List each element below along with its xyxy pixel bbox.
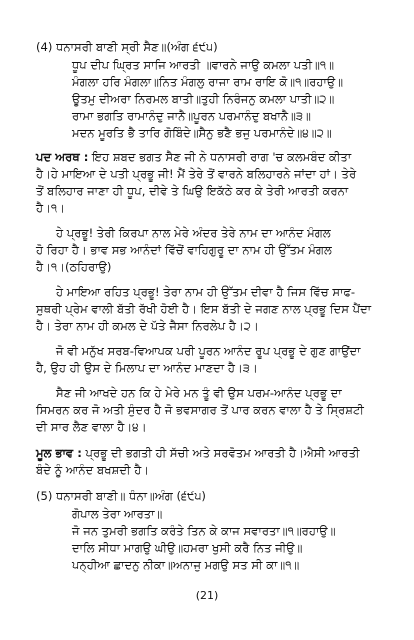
meaning-text: ਇਹ ਸ਼ਬਦ ਭਗਤ ਸੈਣ ਜੀ ਨੇ ਧਨਾਸਰੀ ਰਾਗ 'ਚ ਕਲਮਬੰਦ ਕੀਤਾ (88, 150, 352, 164)
paragraph-line: ਹੇ ਮਾਇਆ ਰਹਿਤ ਪ੍ਰਭੂ! ਤੇਰਾ ਨਾਮ ਹੀ ਉੱਤਮ ਦੀਵਾ ਹੈ ਜਿਸ ਵਿੱਚ ਸਾਫ- (56, 285, 356, 299)
essence-label: ਮੂਲ ਭਾਵ : (36, 446, 82, 460)
meaning-line: ਤੋਂ ਬਲਿਹਾਰ ਜਾਣਾ ਹੀ ਧੂਪ, ਦੀਵੇ ਤੇ ਘਿਉ ਇਕੱਠੇ ਕਰ ਕੇ ਤੇਰੀ ਆਰਤੀ ਕਰਨਾ (36, 184, 349, 198)
paragraph-line: ਦੀ ਸਾਰ ਲੈਣ ਵਾਲਾ ਹੈ।੪। (36, 420, 147, 434)
section-heading: (4) ਧਨਾਸਰੀ ਬਾਣੀ ਸ੍ਰੀ ਸੈਣ॥(ਅੰਗ ੬੯੫) (36, 40, 218, 54)
section-heading: (5) ਧਨਾਸਰੀ ਬਾਣੀ॥ ਧੰਨਾ॥ਅੰਗ (੬੯੫) (36, 489, 206, 503)
paragraph-line: ਹੈ। ਤੇਰਾ ਨਾਮ ਹੀ ਕਮਲ ਦੇ ਪੱਤੇ ਜੈਸਾ ਨਿਰਲੇਪ ਹੈ।੨। (36, 319, 259, 333)
verse-line: ਗੋਪਾਲ ਤੇਰਾ ਆਰਤਾ॥ (72, 507, 163, 521)
verse-line: ਜੋ ਜਨ ਤੁਮਰੀ ਭਗਤਿ ਕਰੰਤੇ ਤਿਨ ਕੇ ਕਾਜ ਸਵਾਰਤਾ॥੧॥ਰਹਾਉ॥ (72, 524, 336, 538)
meaning-line: ਹੈ।ਹੇ ਮਾਇਆ ਦੇ ਪਤੀ ਪ੍ਰਭੂ ਜੀ! ਮੈਂ ਤੇਰੇ ਤੋਂ ਵਾਰਨੇ ਬਲਿਹਾਰਨੇ ਜਾਂਦਾ ਹਾਂ। ਤੇਰੇ (36, 167, 357, 181)
paragraph-line: ਸੁਥਰੀ ਪ੍ਰੇਮ ਵਾਲੀ ਬੱਤੀ ਰੱਖੀ ਹੋਈ ਹੈ। ਇਸ ਬੱਤੀ ਦੇ ਜਗਣ ਨਾਲ ਪ੍ਰਭੂ ਦਿਸ ਪੈਂਦਾ (36, 302, 372, 316)
essence-text: ਪ੍ਰਭੂ ਦੀ ਭਗਤੀ ਹੀ ਸੱਚੀ ਅਤੇ ਸਰਵੋਤਮ ਆਰਤੀ ਹੈ।ਐਸੀ ਆਰਤੀ (81, 446, 360, 460)
essence-line: ਬੰਦੇ ਨੂੰ ਆਨੰਦ ਬਖਸ਼ਦੀ ਹੈ। (36, 463, 150, 477)
meaning-line (36, 150, 351, 164)
paragraph-line: ਹੈ, ਉਹ ਹੀ ਉਸ ਦੇ ਮਿਲਾਪ ਦਾ ਆਨੰਦ ਮਾਣਦਾ ਹੈ।੩। (36, 361, 258, 375)
paragraph-line: ਜੋ ਵੀ ਮਨੁੱਖ ਸਰਬ-ਵਿਆਪਕ ਪਰੀ ਪੂਰਨ ਆਨੰਦ ਰੂਪ ਪ੍ਰਭੂ ਦੇ ਗੁਣ ਗਾਉਂਦਾ (56, 344, 361, 358)
paragraph-line: ਸਿਮਰਨ ਕਰ ਜੋ ਅਤੀ ਸੁੰਦਰ ਹੈ ਜੋ ਭਵਸਾਗਰ ਤੋਂ ਪਾਰ ਕਰਨ ਵਾਲਾ ਹੈ ਤੇ ਸ੍ਰਿਸ਼ਟੀ (36, 403, 364, 417)
paragraph-line: ਸੈਣ ਜੀ ਆਖਦੇ ਹਨ ਕਿ ਹੇ ਮੇਰੇ ਮਨ ਤੂੰ ਵੀ ਉਸ ਪਰਮ-ਆਨੰਦ ਪ੍ਰਭੂ ਦਾ (56, 386, 342, 400)
paragraph-line: ਹੇ ਪ੍ਰਭੂ! ਤੇਰੀ ਕਿਰਪਾ ਨਾਲ ਮੇਰੇ ਅੰਦਰ ਤੇਰੇ ਨਾਮ ਦਾ ਆਨੰਦ ਮੰਗਲ (56, 226, 331, 240)
verse-line: ਰਾਮਾ ਭਗਤਿ ਰਾਮਾਨੰਦੁ ਜਾਨੈ॥ਪੂਰਨ ਪਰਮਾਨੰਦੁ ਬਖਾਨੈ॥੩॥ (72, 109, 311, 123)
verse-line: ਮਦਨ ਮੂਰਤਿ ਭੈ ਤਾਰਿ ਗੋਬਿੰਦੇ॥ਸੈਨੁ ਭਣੈ ਭਜੁ ਪਰਮਾਨੰਦੇ॥੪॥੨॥ (72, 126, 332, 140)
paragraph-line: ਹੋ ਰਿਹਾ ਹੈ। ਭਾਵ ਸਭ ਆਨੰਦਾਂ ਵਿੱਚੋਂ ਵਾਹਿਗੁਰੂ ਦਾ ਨਾਮ ਹੀ ਉੱਤਮ ਮੰਗਲ (36, 243, 332, 257)
verse-line: ਦਾਲਿ ਸੀਧਾ ਮਾਗਉ ਘੀਉ॥ਹਮਰਾ ਖੁਸੀ ਕਰੈ ਨਿਤ ਜੀਉ॥ (72, 541, 303, 555)
meaning-line: ਹੈ।੧। (36, 201, 66, 215)
meaning-label: ਪਦ ਅਰਥ : (36, 150, 89, 164)
verse-line: ਊਤਮੁ ਦੀਅਰਾ ਨਿਰਮਲ ਬਾਤੀ॥ਤੁਹੀ ਨਿਰੰਜਨੁ ਕਮਲਾ ਪਾਤੀ॥੨॥ (72, 92, 335, 106)
verse-line: ਧੂਪ ਦੀਪ ਘ੍ਰਿਤ ਸਾਜਿ ਆਰਤੀ ॥ਵਾਰਨੇ ਜਾਉ ਕਮਲਾ ਪਤੀ॥੧॥ (72, 58, 335, 72)
page-number: (21) (195, 589, 219, 602)
essence-line (36, 446, 359, 460)
paragraph-line: ਹੈ।੧।(ਠਹਿਰਾਉ) (36, 260, 112, 274)
verse-line: ਮੰਗਲਾ ਹਰਿ ਮੰਗਲਾ॥ਨਿਤ ਮੰਗਲੁ ਰਾਜਾ ਰਾਮ ਰਾਇ ਕੋ॥੧॥ਰਹਾਉ॥ (72, 75, 344, 89)
verse-line: ਪਨ੍ਹੀਆ ਛਾਦਨੁ ਨੀਕਾ॥ਅਨਾਜੁ ਮਗਉ ਸਤ ਸੀ ਕਾ॥੧॥ (72, 558, 300, 572)
